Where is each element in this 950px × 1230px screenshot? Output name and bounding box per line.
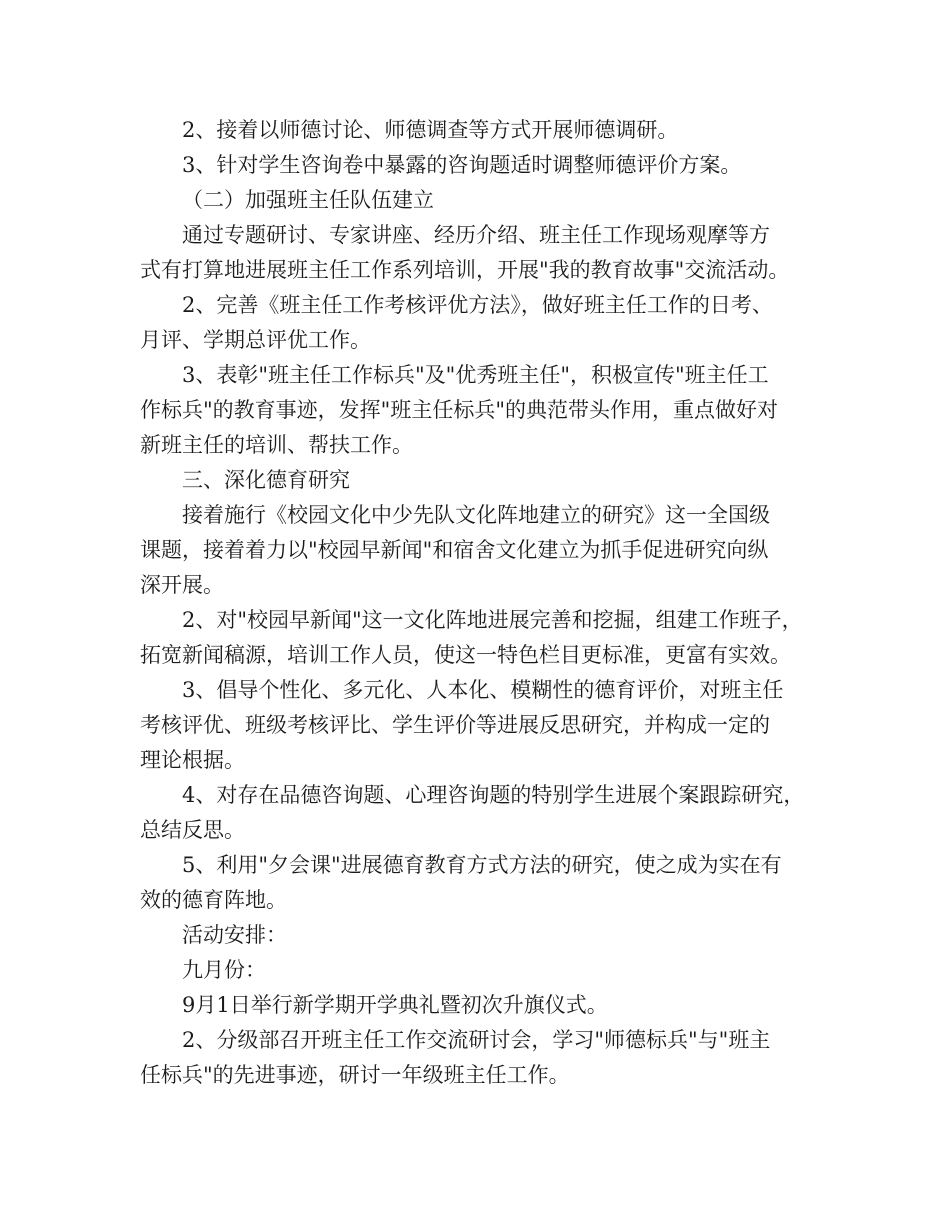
paragraph bbox=[140, 778, 820, 848]
text-line: 任标兵"的先进事迹，研讨一年级班主任工作。 bbox=[140, 1063, 570, 1087]
text-line: 9月1日举行新学期开学典礼暨初次升旗仪式。 bbox=[182, 993, 608, 1017]
text-line: 新班主任的培训、帮扶工作。 bbox=[140, 433, 413, 457]
text-line: 活动安排： bbox=[182, 923, 287, 947]
text-line: 总结反思。 bbox=[140, 818, 245, 842]
document-body bbox=[140, 113, 820, 1093]
text-line: 拓宽新闻稿源，培训工作人员，使这一特色栏目更标准，更富有实效。 bbox=[140, 643, 791, 667]
text-line: 5、利用"夕会课"进展德育教育方式方法的研究，使之成为实在有 bbox=[182, 853, 782, 877]
paragraph bbox=[140, 988, 820, 1023]
text-line: 理论根据。 bbox=[140, 748, 245, 772]
text-line: 2、分级部召开班主任工作交流研讨会，学习"师德标兵"与"班主 bbox=[182, 1028, 771, 1052]
text-line: 课题，接着着力以"校园早新闻"和宿舍文化建立为抓手促进研究向纵 bbox=[140, 538, 769, 562]
text-line: 3、针对学生咨询卷中暴露的咨询题适时调整师德评价方案。 bbox=[182, 153, 742, 177]
section-heading bbox=[140, 463, 820, 498]
text-line: 2、完善《班主任工作考核评优方法》，做好班主任工作的日考、 bbox=[182, 293, 773, 317]
text-line: 式有打算地进展班主任工作系列培训，开展"我的教育故事"交流活动。 bbox=[140, 258, 790, 282]
text-line: 2、对"校园早新闻"这一文化阵地进展完善和挖掘，组建工作班子， bbox=[182, 608, 803, 632]
text-line: 月评、学期总评优工作。 bbox=[140, 328, 371, 352]
paragraph bbox=[140, 358, 820, 463]
paragraph bbox=[140, 603, 820, 673]
text-line: 深开展。 bbox=[140, 573, 224, 597]
paragraph bbox=[140, 1023, 820, 1093]
paragraph bbox=[140, 918, 820, 953]
text-line: 接着施行《校园文化中少先队文化阵地建立的研究》这一全国级 bbox=[182, 503, 770, 527]
text-line: 2、接着以师德讨论、师德调查等方式开展师德调研。 bbox=[182, 118, 679, 142]
paragraph bbox=[140, 288, 820, 358]
text-line: 九月份： bbox=[182, 958, 266, 982]
paragraph bbox=[140, 148, 820, 183]
text-line: 4、对存在品德咨询题、心理咨询题的特别学生进展个案跟踪研究， bbox=[182, 783, 805, 807]
section-heading bbox=[140, 183, 820, 218]
text-line: 通过专题研讨、专家讲座、经历介绍、班主任工作现场观摩等方 bbox=[182, 223, 770, 247]
text-line: 效的德育阵地。 bbox=[140, 888, 287, 912]
text-line: 3、表彰"班主任工作标兵"及"优秀班主任"，积极宣传"班主任工 bbox=[182, 363, 769, 387]
paragraph bbox=[140, 953, 820, 988]
text-line: （二）加强班主任队伍建立 bbox=[182, 188, 434, 212]
text-line: 3、倡导个性化、多元化、人本化、模糊性的德育评价，对班主任 bbox=[182, 678, 784, 702]
text-line: 三、深化德育研究 bbox=[182, 468, 350, 492]
text-line: 考核评优、班级考核评比、学生评价等进展反思研究，并构成一定的 bbox=[140, 713, 770, 737]
paragraph bbox=[140, 113, 820, 148]
paragraph bbox=[140, 673, 820, 778]
text-line: 作标兵"的教育事迹，发挥"班主任标兵"的典范带头作用，重点做好对 bbox=[140, 398, 778, 422]
paragraph bbox=[140, 218, 820, 288]
paragraph bbox=[140, 848, 820, 918]
paragraph bbox=[140, 498, 820, 603]
